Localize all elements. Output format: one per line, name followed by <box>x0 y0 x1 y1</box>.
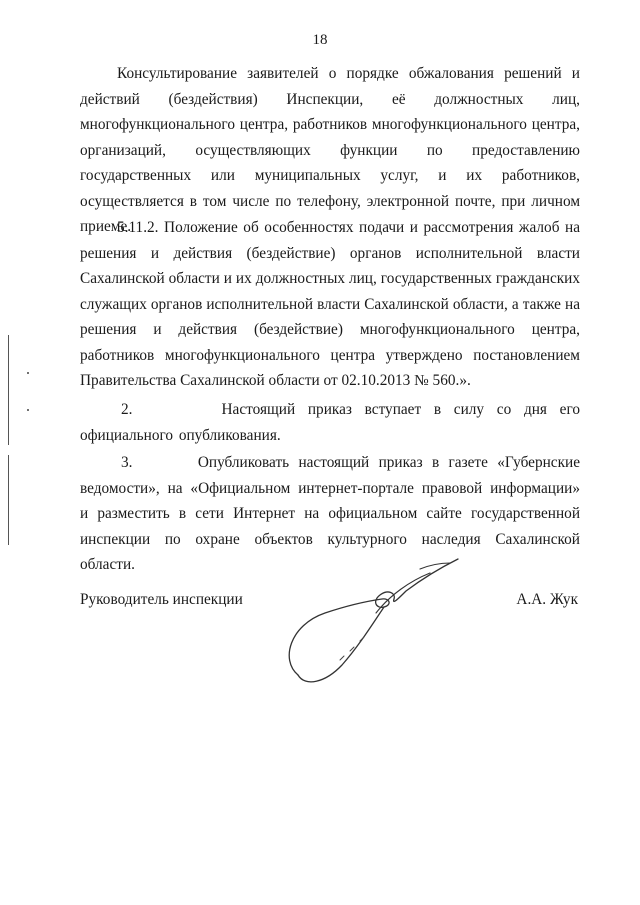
paragraph-item-3: 3. Опубликовать настоящий приказ в газете «Губернские ведомости», на «Официальном интернет-портале правовой информации» и разместить в сети Интернет на официальном сайте государственной инспекции по охране объектов культурного наследия Сахалинской области. <box>80 454 580 573</box>
scan-margin-line <box>8 335 9 445</box>
paragraph-item-2: 2. Настоящий приказ вступает в силу со дня его официального опубликования. <box>80 401 580 444</box>
signatory-role: Руководитель инспекции <box>80 591 243 608</box>
paragraph-appeal-consultation: Консультирование заявителей о порядке обжалования решений и действий (бездействия) Инспекции, её должностных лиц, многофункционального центра, работников многофункционального центра, организаций, осуществляющих функции по предоставлению государственных или муниципальных услуг, и их работников, осуществляется в том числе по телефону, электронной почте, при личном приеме. <box>80 65 580 235</box>
handwritten-signature <box>280 555 480 695</box>
signatory-name: А.А. Жук <box>516 591 578 608</box>
paragraph-5-11-2: 5.11.2. Положение об особенностях подачи и рассмотрения жалоб на решения и действия (бездействие) органов исполнительной власти Сахалинской области и их должностных лиц, государственных гражданских служащих органов исполнительной власти Сахалинской области, а также на решения и действия (бездействие) многофункционального центра, работников многофункционального центра утверждено постановлением Правительства Сахалинской области от 02.10.2013 № 560.». <box>80 219 580 389</box>
scan-speck <box>27 409 29 411</box>
scan-margin-line <box>8 455 9 545</box>
scan-speck <box>27 372 29 374</box>
page-number: 18 <box>312 32 328 48</box>
